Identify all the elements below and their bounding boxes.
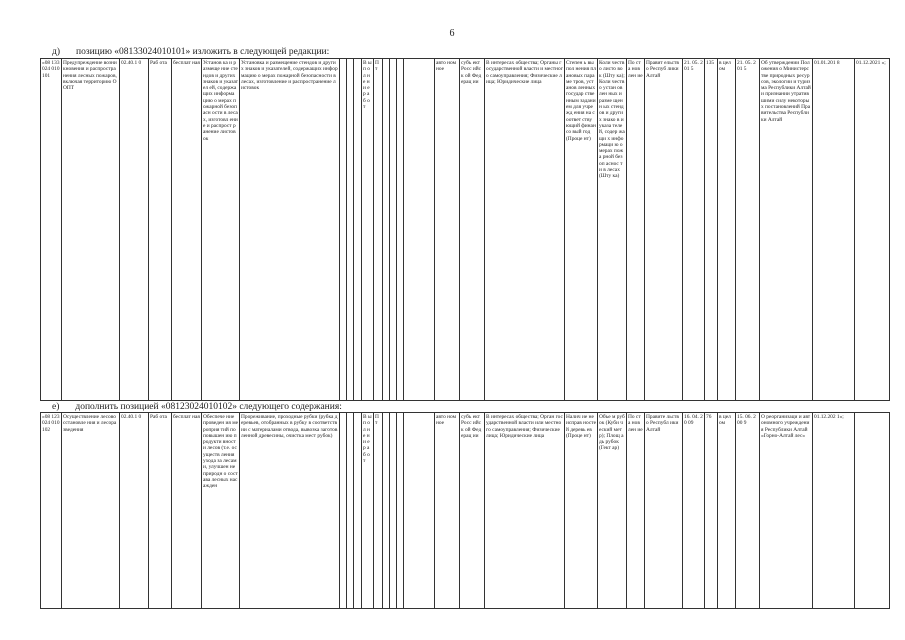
table-cell: Установ ка и размеще ние стендов и других знаков и указател ей, содержа щих информа цию о мерах пожарной безопасн ости в лесах, изготовл ение и распрост ранение листовок: [202, 59, 240, 401]
table-cell: Предупреждение возникновения и распространения лесных пожаров, включая территорию ООПТ: [62, 59, 120, 401]
section-d-table: [40, 58, 890, 401]
table-cell: авто ном ное: [435, 413, 460, 609]
table-row: [41, 59, 890, 401]
table-cell: бесплат ная: [172, 413, 202, 609]
table-cell: Об утверждении Положения о Министерстве природных ресурсов, экологии и туризма Республики Алтай и признании утратившими силу некоторых постановлений Правительства Республики Алтай: [760, 59, 813, 401]
table-cell: П т: [374, 59, 383, 401]
table-cell: В интересах общества; Орган государственной власти или местного самоуправления; Физические лица; Юридические лица: [485, 413, 565, 609]
table-cell: 01.12.202 1»;: [813, 413, 855, 609]
section-d-heading: [52, 47, 329, 58]
table-cell: 15. 06. 200 9: [736, 413, 760, 609]
table-cell: 135: [705, 59, 718, 401]
table-cell: 02.40.1 0: [120, 413, 149, 609]
table-cell: [340, 59, 347, 401]
table-cell: Раб ота: [149, 59, 172, 401]
section-d-heading-text: позицию «0813302401010​1» изложить в следующей редакции:: [76, 47, 330, 57]
table-cell: Прореживание, проходные рубки (рубка деревьев, отобранных в рубку в соответствии с материалами отвода, вывозка заготовленной древесины, очистка мест рубок): [240, 413, 340, 609]
table-cell: П т: [374, 413, 383, 609]
table-cell: [855, 413, 890, 609]
table-cell: субъ ект Росс ийск ой Фед ерац ии: [460, 413, 485, 609]
page-number: 6: [449, 28, 455, 39]
table-cell: «08 133 024 010 101: [41, 59, 62, 401]
table-cell: «08 123 024 010 102: [41, 413, 62, 609]
table-cell: субъ ект Росс ийск ой Фед ерац ии: [460, 59, 485, 401]
table-cell: [390, 413, 397, 609]
table-cell: Раб ота: [149, 413, 172, 609]
table-cell: [404, 413, 435, 609]
table-cell: [404, 59, 435, 401]
section-e-table: [40, 412, 890, 609]
table-cell: 76: [705, 413, 718, 609]
section-e-heading-text: дополнить позицией «08123024010102» следующего содержания:: [75, 402, 342, 412]
table-cell: Правит ельство Респуб лики Алтай: [645, 59, 683, 401]
table-cell: Коли честв о листо вок (Шту ка); Коли честв о устан овлен ных и разме щенн ых стенд ов и други х знако в и указа телей, содер жащи х инфо рмаци ю о мерах пожа рной безоп аснос ти в лесах (Шту ка): [598, 59, 627, 401]
table-cell: Установка и размещение стендов и других знаков и указателей, содержащих информацию о мерах пожарной безопасности в лесах, изготовление и распространение листовок: [240, 59, 340, 401]
section-e-marker: е): [52, 402, 60, 412]
table-cell: 16. 04. 20 09: [683, 413, 705, 609]
table-cell: в цел ом: [718, 59, 736, 401]
table-cell: 21. 05. 201 5: [683, 59, 705, 401]
table-cell: Объе м рубок (Куби ческий метр); Площ адь рубок (Гект ар): [598, 413, 627, 609]
table-cell: [383, 413, 390, 609]
table-cell: [354, 59, 362, 401]
table-cell: Осуществление лесовосстановле ния и лесоразведения: [62, 413, 120, 609]
table-row: [41, 413, 890, 609]
table-cell: 02.40.1 0: [120, 59, 149, 401]
table-cell: [397, 413, 404, 609]
table-cell: Правите льство Республ ики Алтай: [645, 413, 683, 609]
table-cell: Степен ь выпол нения плановых параме тров, установ ленных государ ственным задани ем для учрежд ения на соответ ствующий финансо вый год (Проце нт): [565, 59, 598, 401]
table-cell: 01.12.2021 »;: [855, 59, 890, 401]
table-cell: авто ном ное: [435, 59, 460, 401]
table-cell: Обеспече ние проведен ия мероприя тий по повышен ию продукти вности лесов (т.е. осуществ ления ухода за лесами, улучшен не природн о состава лесных насажден: [202, 413, 240, 609]
table-cell: О реорганизаци и автономного учреждения Республики Алтай «Горно-Алтай лес»: [760, 413, 813, 609]
table-cell: В ы п о л н е н и е р а б о т: [362, 413, 374, 609]
table-cell: бесплат ная: [172, 59, 202, 401]
table-cell: 21. 05. 201 5: [736, 59, 760, 401]
table-cell: [397, 59, 404, 401]
table-cell: [347, 413, 354, 609]
table-cell: Налич ие неисправ ностей деревь ев (Проце нт): [565, 413, 598, 609]
section-d-marker: д): [52, 47, 60, 57]
table-cell: В ы п о л н е н и е р а б о т: [362, 59, 374, 401]
table-cell: [354, 413, 362, 609]
table-cell: [390, 59, 397, 401]
table-cell: По ста нов лен ие: [627, 413, 645, 609]
table-cell: в цел ом: [718, 413, 736, 609]
table-cell: [340, 413, 347, 609]
table-cell: 01.01.201 8: [813, 59, 855, 401]
table-cell: В интересах общества; Органы государственной власти и местного самоуправления; Физические лица; Юридические лица: [485, 59, 565, 401]
table-cell: По ста нов лен ие: [627, 59, 645, 401]
table-cell: [383, 59, 390, 401]
table-cell: [347, 59, 354, 401]
